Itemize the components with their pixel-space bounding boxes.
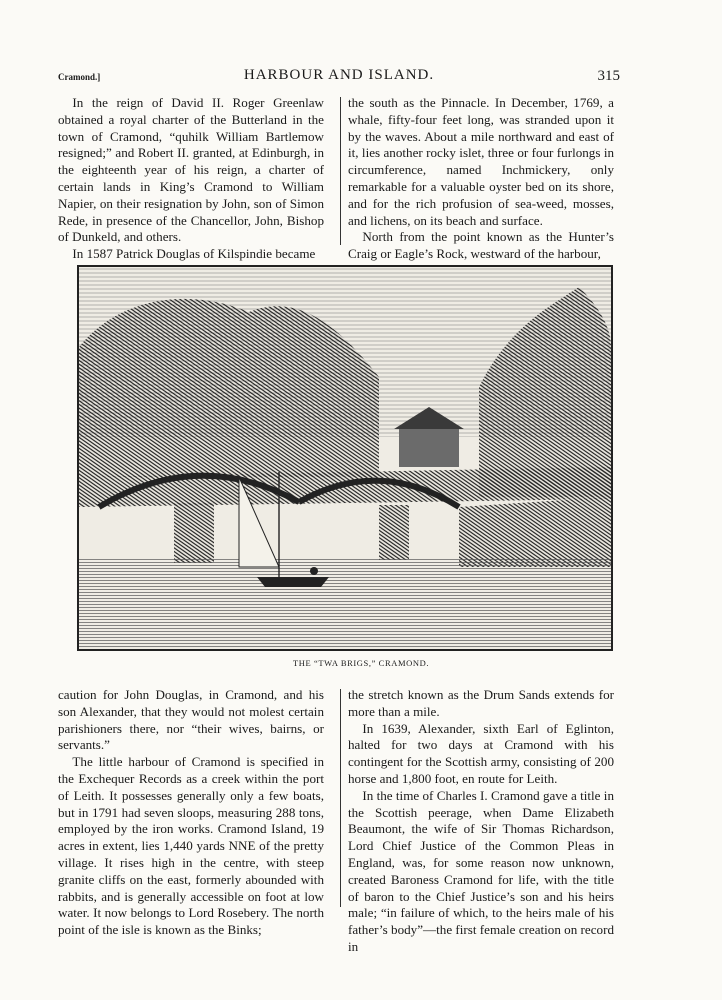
running-title: HARBOUR AND ISLAND. bbox=[243, 67, 435, 83]
page-header bbox=[58, 66, 620, 86]
top-left-column bbox=[58, 95, 324, 263]
top-right-column bbox=[348, 95, 614, 263]
running-head-left: Cramond.] bbox=[58, 72, 101, 82]
riverbank bbox=[459, 497, 611, 567]
paragraph: In 1587 Patrick Douglas of Kilspindie became bbox=[72, 246, 316, 262]
column-rule bbox=[340, 97, 341, 245]
river-water bbox=[79, 557, 611, 649]
cottage bbox=[399, 427, 459, 467]
engraving-illustration bbox=[79, 267, 611, 649]
paragraph: North from the point known as the Hunter’s Craig or Eagle’s Rock, westward of the harbour, bbox=[348, 229, 614, 262]
paragraph: the south as the Pinnacle. In December, 1769, a whale, fifty-four feet long, was stranded upon it by the waves. About a mile northward and east of it, lies another rocky islet, three or four furlongs in circumference, named Inchmickery, only remarkable for a valuable oyster bed on its shore, and for the rich profusion of sea-weed, mosses, and lichens, on its beach and surface. bbox=[348, 95, 614, 228]
paragraph: In the reign of David II. Roger Greenlaw obtained a royal charter of the Butterland in the town of Cramond, “quhilk William Bartlemow resigned;” and Robert II. granted, at Edinburgh, in the eighteenth year of his reign, a charter of certain lands in King’s Cramond to William Napier, on their resignation by John, son of Simon Rede, in presence of the Chancellor, John, Bishop of Dunkeld, and others. bbox=[58, 95, 324, 245]
page-number: 315 bbox=[597, 68, 620, 84]
paragraph: In the time of Charles I. Cramond gave a title in the Scottish peerage, when Dame Elizabeth Beaumont, the wife of Sir Thomas Richardson, Lord Chief Justice of the Common Pleas in England, was, for some reason now unknown, created Baroness Cramond for life, with the title of baron to the Chief Justice’s son and his heirs male; “in failure of which, to the heirs male of his father’s body”—the first female creation on record in bbox=[348, 787, 614, 954]
bottom-right-column bbox=[348, 687, 614, 956]
column-rule bbox=[340, 689, 341, 907]
paragraph: the stretch known as the Drum Sands extends for more than a mile. bbox=[348, 687, 614, 719]
boat bbox=[257, 577, 329, 587]
bottom-left-column bbox=[58, 687, 324, 939]
bridge-pier bbox=[174, 503, 214, 563]
paragraph: In 1639, Alexander, sixth Earl of Eglinton, halted for two days at Cramond with his contingent for the Scottish army, consisting of 200 horse and 1,800 foot, en route for Leith. bbox=[348, 720, 614, 786]
figure-caption: THE “TWA BRIGS,” CRAMOND. bbox=[292, 658, 430, 668]
engraving-twa-brigs bbox=[77, 265, 613, 651]
paragraph: caution for John Douglas, in Cramond, and his son Alexander, that they would not molest certain parishioners there, nor “their wives, bairns, or servants.” bbox=[58, 687, 324, 753]
paragraph: The little harbour of Cramond is specified in the Exchequer Records as a creek within the port of Leith. It possesses generally only a few boats, but in 1791 had seven sloops, measuring 288 tons, employed by the iron works. Cramond Island, 19 acres in extent, lies 1,440 yards NNE of the pretty village. It rises high in the centre, with steep granite cliffs on the east, formerly abounded with rabbits, and is generally accessible on foot at low water. It now belongs to Lord Rosebery. The north point of the isle is known as the Binks; bbox=[58, 754, 324, 938]
